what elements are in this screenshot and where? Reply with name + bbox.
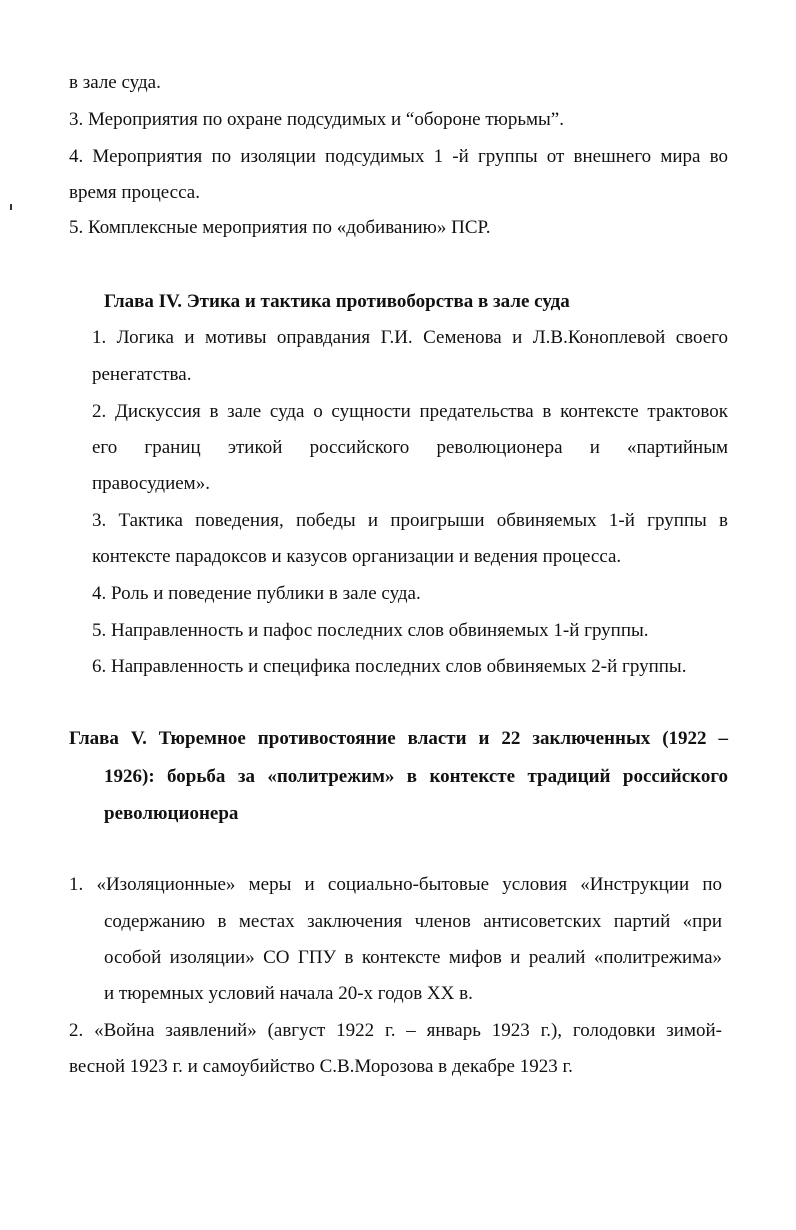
chapter-4-item-2-cont: правосудием». — [92, 473, 210, 494]
chapter-5-item-2: 2. «Война заявлений» (август 1922 г. – январь 1923 г.), голодовки зимой- — [69, 1020, 722, 1041]
chapter-4-item-2: 2. Дискуссия в зале суда о сущности предательства в контексте трактовок — [92, 401, 728, 422]
intro-item-5: 5. Комплексные мероприятия по «добиванию» ПСР. — [69, 217, 491, 238]
intro-line: время процесса. — [69, 182, 200, 203]
chapter-4-item-3: 3. Тактика поведения, победы и проигрыши обвиняемых 1-й группы в — [92, 510, 728, 531]
chapter-4-item-1-cont: ренегатства. — [92, 364, 192, 385]
intro-item-4: 4. Мероприятия по изоляции подсудимых 1 -й группы от внешнего мира во — [69, 146, 728, 167]
chapter-5-item-1: 1. «Изоляционные» меры и социально-бытовые условия «Инструкции по — [69, 874, 722, 895]
chapter-5-item-1-cont: содержанию в местах заключения членов антисоветских партий «при — [104, 911, 722, 932]
chapter-4-item-5: 5. Направленность и пафос последних слов обвиняемых 1-й группы. — [92, 620, 649, 641]
chapter-4-item-4: 4. Роль и поведение публики в зале суда. — [92, 583, 421, 604]
chapter-4-item-3-cont: контексте парадоксов и казусов организации и ведения процесса. — [92, 546, 622, 567]
chapter-5-title-cont: 1926): борьба за «политрежим» в контексте традиций российского — [104, 766, 728, 787]
chapter-5-item-2-cont: весной 1923 г. и самоубийство С.В.Морозова в декабре 1923 г. — [69, 1056, 573, 1077]
intro-item-3: 3. Мероприятия по охране подсудимых и “обороне тюрьмы”. — [69, 109, 564, 130]
chapter-5-item-1-cont: особой изоляции» СО ГПУ в контексте мифов и реалий «политрежима» — [104, 947, 722, 968]
chapter-4-item-6: 6. Направленность и специфика последних слов обвиняемых 2-й группы. — [92, 656, 687, 677]
scan-mark — [10, 204, 12, 210]
chapter-5-title-cont: революционера — [104, 803, 239, 824]
chapter-4-item-1: 1. Логика и мотивы оправдания Г.И. Семенова и Л.В.Коноплевой своего — [92, 327, 728, 348]
chapter-4-title: Глава IV. Этика и тактика противоборства в зале суда — [104, 291, 570, 312]
chapter-5-item-1-cont: и тюремных условий начала 20-х годов XX в. — [104, 983, 473, 1004]
intro-line: в зале суда. — [69, 72, 161, 93]
chapter-5-title: Глава V. Тюремное противостояние власти и 22 заключенных (1922 – — [69, 728, 728, 749]
chapter-4-item-2-cont: его границ этикой российского революционера и «партийным — [92, 437, 728, 458]
